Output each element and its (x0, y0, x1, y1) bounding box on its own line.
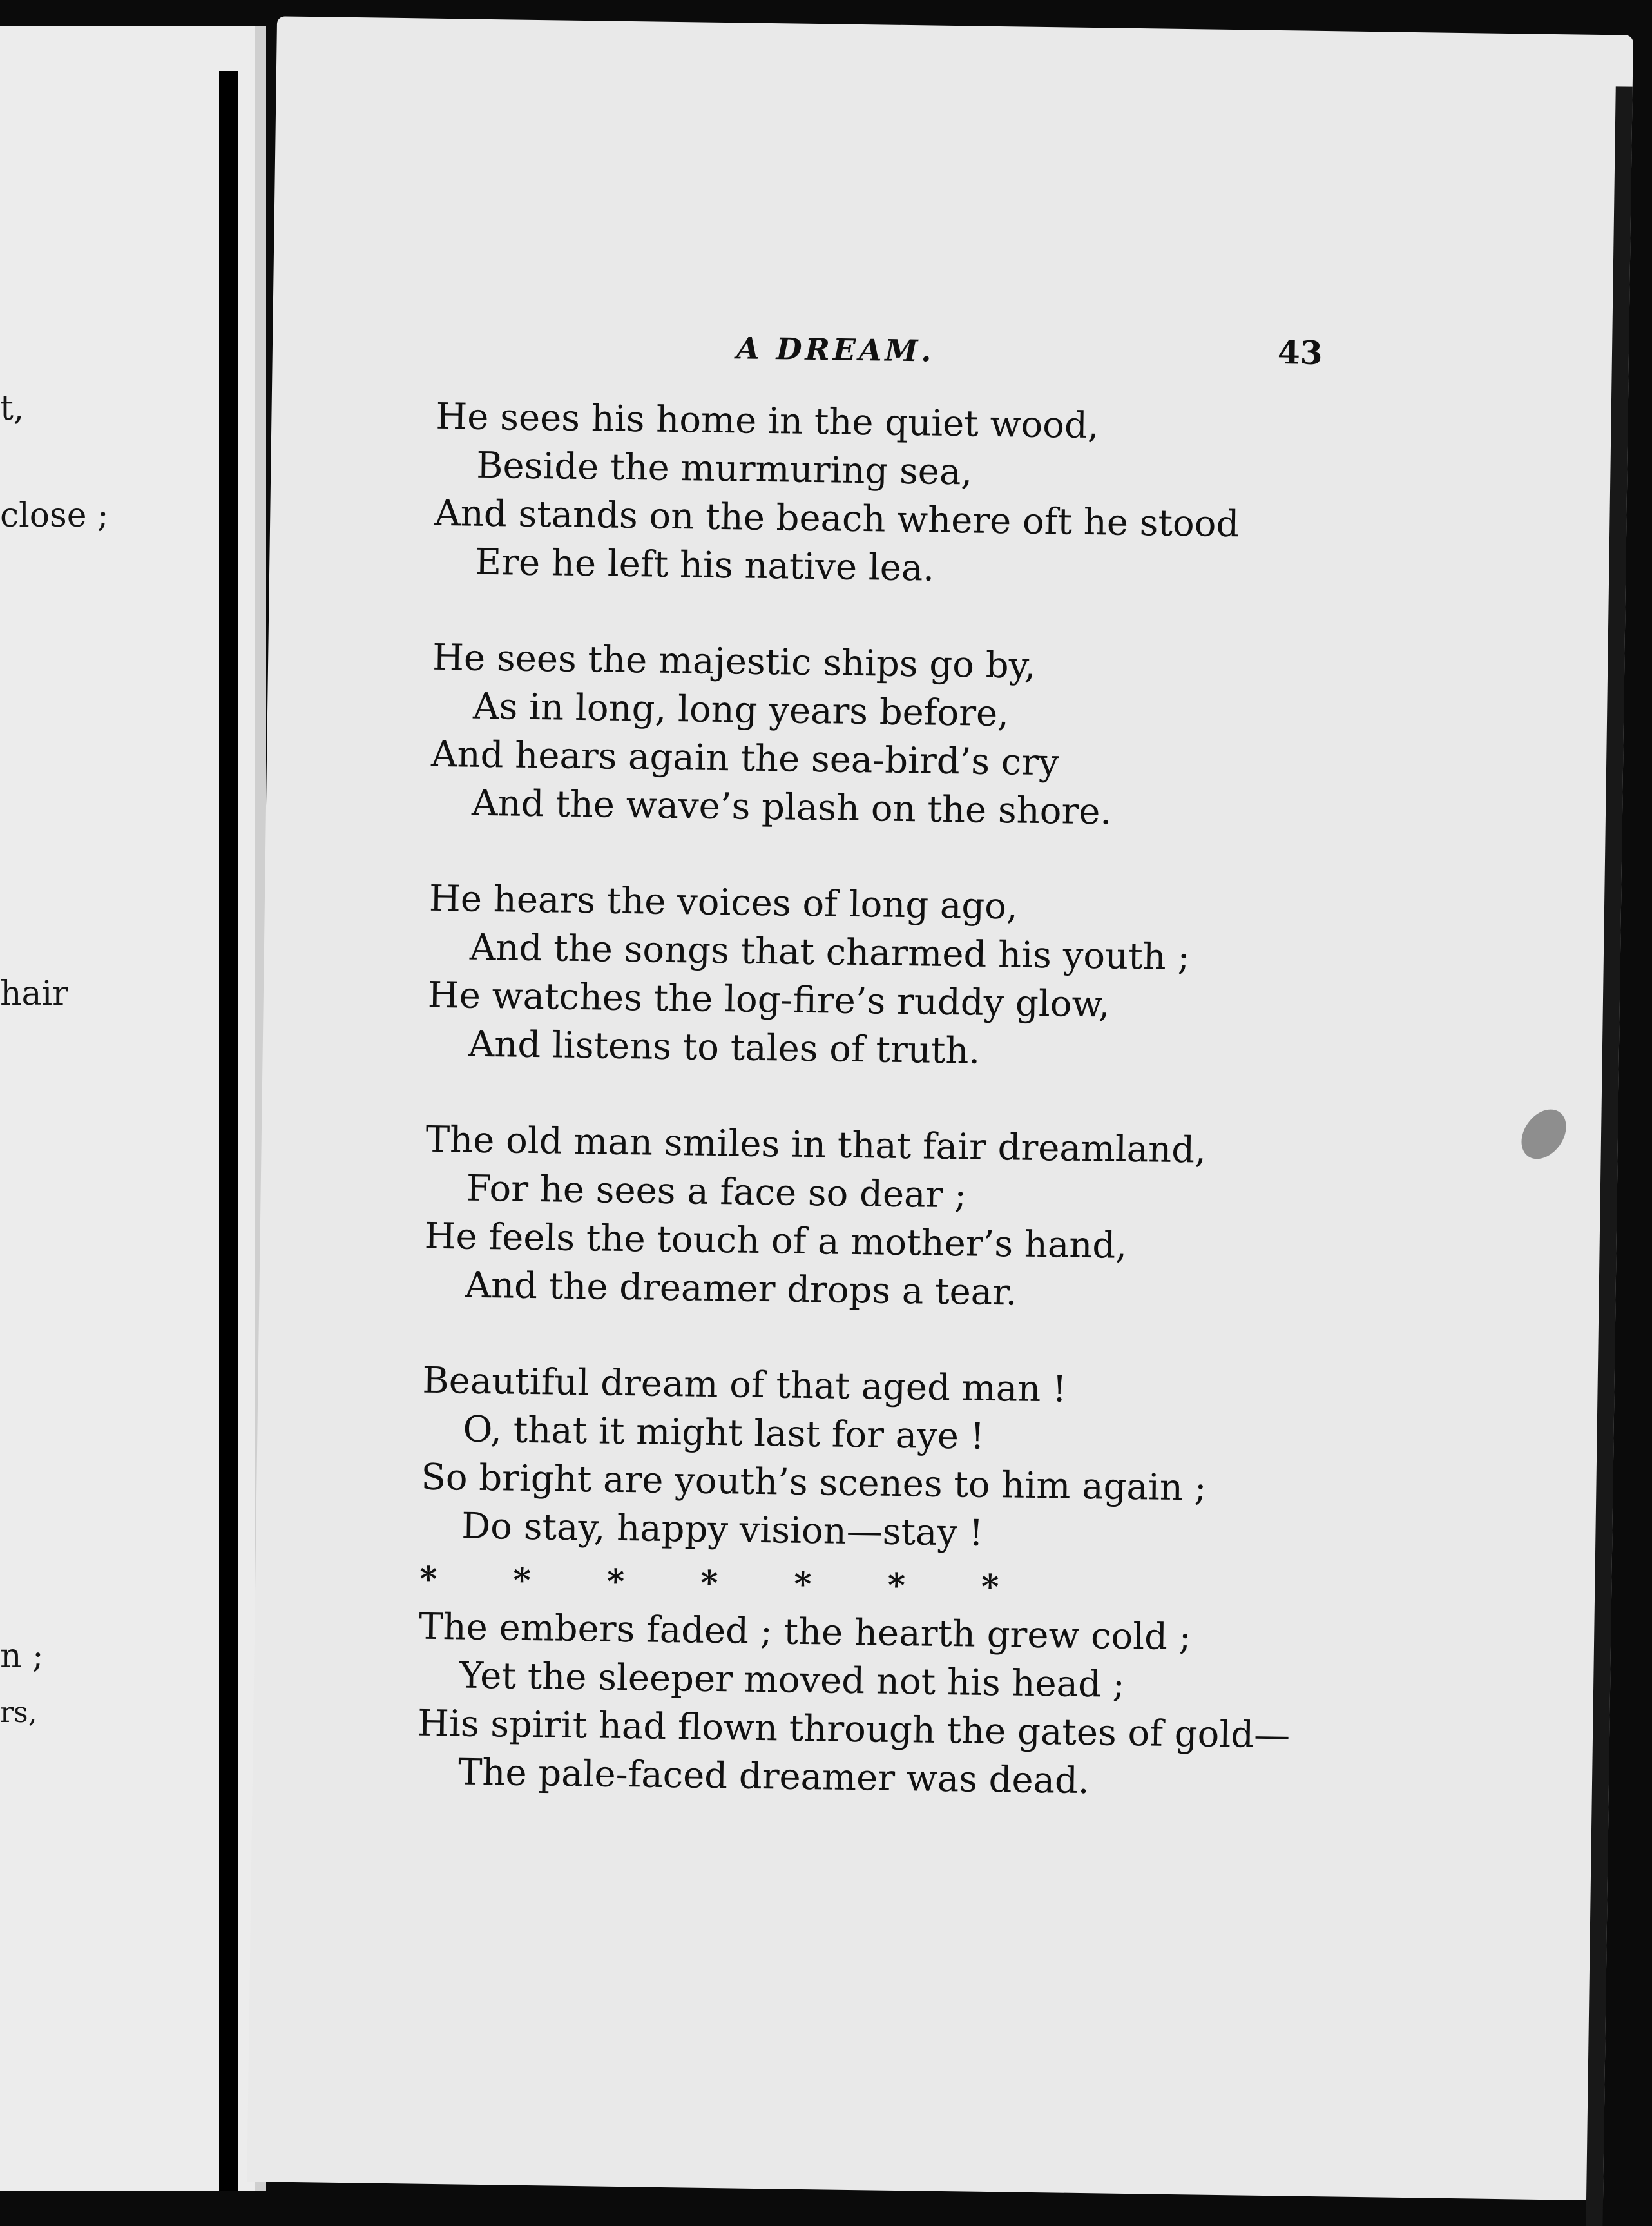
poem-line: Beside the murmuring sea, (475, 444, 973, 494)
poem-line: And the wave’s plash on the shore. (471, 782, 1112, 833)
stanza (423, 1116, 1489, 1324)
stanza (430, 634, 1496, 842)
stanza (434, 392, 1499, 601)
poem-line: Yet the sleeper moved not his head ; (459, 1654, 1126, 1706)
section-separator: * * * * * * * (419, 1559, 999, 1607)
poem-line: Beautiful dream of that aged man ! (422, 1359, 1068, 1411)
left-page-fragment: t, (0, 389, 24, 428)
left-page-fragment: close ; (0, 496, 109, 535)
poem-line: The old man smiles in that fair dreamland, (425, 1118, 1207, 1172)
poem-line: And the dreamer drops a tear. (465, 1264, 1017, 1314)
poem (417, 392, 1499, 1811)
poem-line: Ere he left his native lea. (474, 541, 935, 590)
book-page (247, 16, 1633, 2200)
poem-line: He sees his home in the quiet wood, (436, 395, 1100, 447)
poem-line: O, that it might last for aye ! (463, 1408, 985, 1458)
book-spine (219, 71, 238, 2191)
page-right-edge (1586, 86, 1632, 2226)
left-page-fragment: hair (0, 974, 68, 1013)
poem-line: The pale-faced dreamer was dead. (457, 1751, 1090, 1803)
poem-line: And listens to tales of truth. (468, 1023, 981, 1072)
poem-line: And hears again the sea-bird’s cry (430, 733, 1060, 784)
poem-line: He watches the log-fire’s ruddy glow, (427, 974, 1111, 1026)
poem-line: And the songs that charmed his youth ; (469, 926, 1190, 979)
stanza (420, 1357, 1486, 1565)
poem-line: As in long, long years before, (472, 685, 1010, 735)
poem-line: He sees the majestic ships go by, (432, 636, 1037, 687)
left-facing-page (0, 26, 255, 2191)
page-number: 43 (1277, 333, 1323, 373)
poem-line: And stands on the beach where oft he stood (434, 492, 1240, 546)
poem-line: The embers faded ; the hearth grew cold ; (418, 1605, 1192, 1659)
poem-line: He hears the voices of long ago, (428, 877, 1019, 928)
left-page-fragment: rs, (0, 1696, 37, 1729)
poem-line: So bright are youth’s scenes to him again ; (421, 1456, 1207, 1509)
poem-line: For he sees a face so dear ; (466, 1167, 967, 1217)
poem-line: He feels the touch of a mother’s hand, (424, 1215, 1128, 1267)
running-title: A DREAM. (736, 331, 935, 369)
stanza (427, 875, 1492, 1083)
poem-line: His spirit had flown through the gates of gold— (417, 1702, 1291, 1757)
stanza (417, 1603, 1483, 1811)
ink-smudge (1512, 1101, 1575, 1167)
poem-line: Do stay, happy vision—stay ! (461, 1505, 984, 1554)
left-page-fragment: n ; (0, 1637, 44, 1676)
